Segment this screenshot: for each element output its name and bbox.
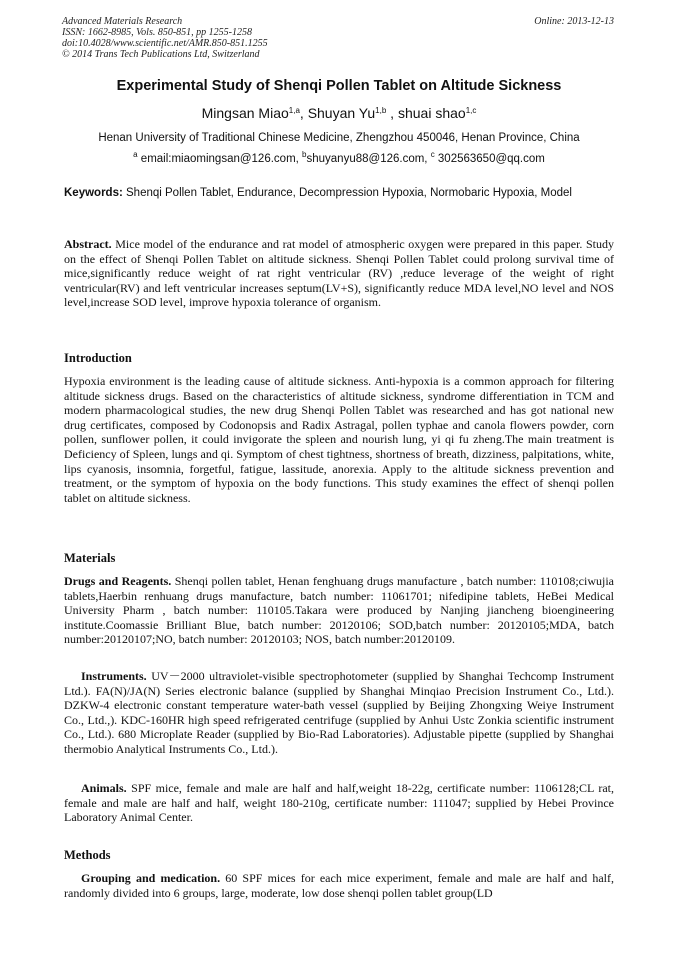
abstract-label: Abstract.: [64, 237, 112, 251]
online-date: Online: 2013-12-13: [534, 16, 614, 27]
keywords-text: Shenqi Pollen Tablet, Endurance, Decompression Hypoxia, Normobaric Hypoxia, Model: [126, 187, 572, 199]
drugs-text: Shenqi pollen tablet, Henan fenghuang drugs manufacture , batch number: 110108;ciwujia tablets,Haerbin renhuang drugs manufacture, batch number: 11061701; nifedipine tablets, HeBei Medical University Pharm , batch number: 110105.Takara were produced by Nanjing jiancheng bioengineering institute.Coomassie Brilliant Blue, batch number: 20120106; SOD,batch number: 20120105;MDA, batch number:20120107;NO, batch number: 20120103; NOS, batch number:20120109.: [64, 574, 614, 647]
email-b: shuyanyu88@126.com,: [306, 153, 428, 165]
animals-text: SPF mice, female and male are half and half,weight 18-22g, certificate number: 1106128;CL rat, female and male are half and half, weight 180-210g, certificate number: 111047; supplied by Hebei Province Laboratory Animal Center.: [64, 781, 614, 825]
introduction-heading: Introduction: [64, 351, 132, 365]
affiliation: Henan University of Traditional Chinese Medicine, Zhengzhou 450046, Henan Province, China: [98, 132, 580, 144]
methods-heading: Methods: [64, 848, 111, 862]
paper-title: Experimental Study of Shenqi Pollen Tablet on Altitude Sickness: [116, 78, 562, 94]
animals-paragraph: [64, 781, 614, 825]
copyright-line: © 2014 Trans Tech Publications Ltd, Switzerland: [62, 49, 260, 60]
email-a: email:miaomingsan@126.com,: [140, 153, 299, 165]
keywords-label: Keywords:: [64, 187, 123, 199]
email-line: [0, 150, 678, 165]
email-marker: c: [430, 150, 435, 159]
grouping-paragraph: [64, 871, 614, 900]
issn-line: ISSN: 1662-8985, Vols. 850-851, pp 1255-1258: [62, 27, 252, 38]
instruments-paragraph: [64, 669, 614, 757]
author-affil-marker: 1,b: [375, 106, 387, 115]
instruments-text: UV－2000 ultraviolet-visible spectrophotometer (supplied by Shanghai Techcomp Instrument Ltd.). FA(N)/JA(N) Series electronic balance (supplied by Shanghai Minqiao Precision Instrument Co., Ltd.). DZKW-4 electronic constant temperature water-bath vessel (supplied by Beijing Zhongxing Weiye Instrument Co., Ltd.,). KDC-160HR high speed refrigerated centrifuge (supplied by Anhui Ustc Zonkia scientific instrument Co., Ltd.). 680 Microplate Reader (supplied by Bio-Rad Laboratories). Adjustable pipette (supplied by Shanghai thermobio Analytical Instruments Co., Ltd.).: [64, 669, 614, 756]
abstract: [64, 237, 614, 310]
journal-header: [62, 16, 614, 60]
email-c: 302563650@qq.com: [437, 153, 545, 165]
introduction-text: Hypoxia environment is the leading cause of altitude sickness. Anti-hypoxia is a common approach for filtering altitude sickness drugs. Based on the characteristics of altitude sickness, syndrome differentiation in TCM and modern pharmacological studies, the new drug Shenqi Pollen Tablet was researched and has got national new drug certificates, composed by Codonopsis and Radix Astragal, pollen typhae and canola flowers powder, corn pollen, sunflower pollen, it could invigorate the spleen and nourish lung, yi qi fu zheng.The main treatment is Deficiency of Spleen, lungs and qi. Symptom of chest tightness, shortness of breath, dizziness, palpitations, white, lips cyanosis, insomnia, forgetful, fatigue, lassitude, anorexia. Apply to the altitude sickness prevention and treatment, or the symptom of hypoxia on the body functions. This study examines the effect of shenqi pollen tablet on altitude sickness.: [64, 374, 614, 505]
author-name: Shuyan Yu: [307, 105, 376, 121]
grouping-label: Grouping and medication.: [81, 871, 221, 885]
animals-label: Animals.: [81, 781, 127, 795]
author-affil-marker: 1,c: [465, 106, 477, 115]
drugs-paragraph: [64, 574, 614, 647]
materials-heading: Materials: [64, 551, 116, 565]
journal-name: Advanced Materials Research: [62, 16, 183, 27]
keywords: [64, 186, 614, 200]
author-name: shuai shao: [397, 105, 466, 121]
author-name: Mingsan Miao: [201, 105, 289, 121]
author-affil-marker: 1,a: [288, 106, 300, 115]
email-marker: b: [302, 150, 307, 159]
instruments-label: Instruments.: [81, 669, 147, 683]
drugs-label: Drugs and Reagents.: [64, 574, 172, 588]
grouping-text: 60 SPF mices for each mice experiment, female and male are half and half, randomly divided into 6 groups, large, moderate, low dose shenqi pollen tablet group(LD: [64, 871, 615, 900]
doi-line: doi:10.4028/www.scientific.net/AMR.850-851.1255: [62, 38, 268, 49]
abstract-text: Mice model of the endurance and rat model of atmospheric oxygen were prepared in this paper. Study on the effect of Shenqi Pollen Tablet on altitude sickness. Shenqi Pollen Tablet could prolong survival time of mice,significantly reduce weight of rat right ventricular (RV) ,reduce leverage of the weight of right ventricular(RV) and left ventricular increases septum(LV+S), significantly reduce MDA level,NO level and NOS level,increase SOD level, improve hypoxia tolerance of organism.: [64, 237, 614, 310]
author-list: Mingsan Miao$^{1,a}$, Shuyan Yu$^{1,b}$ , shuai shao$^{1,c}$: [201, 105, 477, 121]
email-marker: a: [133, 150, 138, 159]
